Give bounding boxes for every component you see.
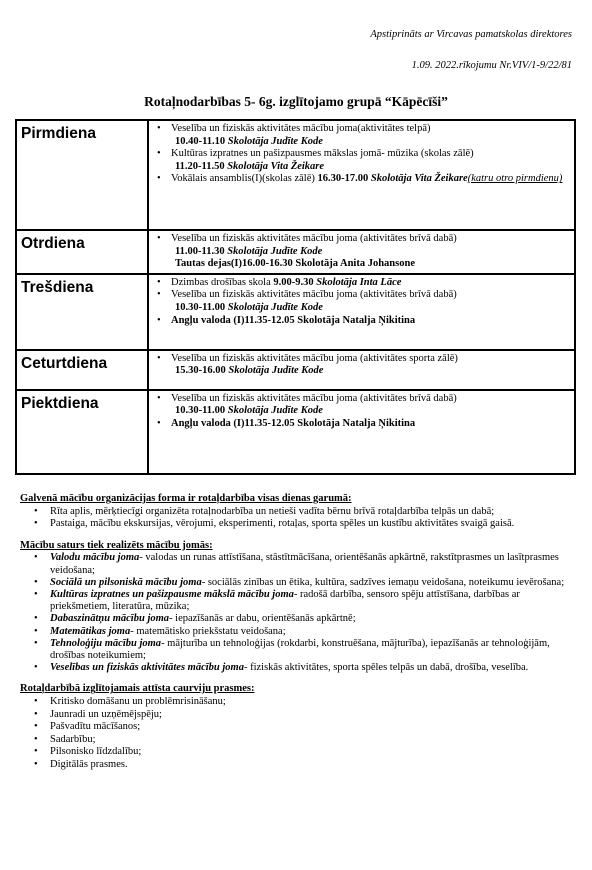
activity-item: [171, 289, 570, 314]
approval-note: [272, 28, 572, 72]
day-name: Trešdiena: [16, 274, 148, 350]
activity-text: Veselība un fiziskās aktivitātes mācību joma (aktivitātes brīvā dabā): [171, 392, 457, 404]
day-name: Ceturtdiena: [16, 350, 148, 390]
activity-details: [171, 161, 570, 174]
learning-area-desc: - matemātisko priekšstatu veidošana;: [130, 625, 286, 637]
activity-extra: Tautas dejas(I)16.00-16.30 Skolotāja Anita Johansone: [175, 258, 415, 270]
activities-cell: [148, 390, 575, 474]
schedule-row: [16, 274, 575, 350]
activities-cell: [148, 230, 575, 274]
activity-note: (katru otro pirmdienu): [467, 173, 563, 185]
learning-area-item: [50, 662, 576, 674]
learning-area-name: Kultūras izpratnes un pašizpausme mākslā mācību joma: [50, 588, 294, 600]
learning-area-item: [50, 626, 576, 638]
activity-text: Veselība un fiziskās aktivitātes mācību joma(aktivitātes telpā): [171, 123, 431, 134]
schedule-row: [16, 230, 575, 274]
activity-item: [171, 123, 570, 148]
forms-list: [20, 506, 576, 531]
activity-item: [171, 353, 570, 378]
approval-line-2: 1.09. 2022.rīkojumu Nr.VIV/1-9/22/81: [411, 60, 572, 71]
list-item: • Pašvadītu mācīšanos;: [50, 721, 576, 734]
learning-area-name: Sociālā un pilsoniskā mācību joma: [50, 576, 202, 588]
day-name: Otrdiena: [16, 230, 148, 274]
activity-teacher: Skolotāja Judīte Kode: [228, 365, 324, 377]
activity-text: Veselība un fiziskās aktivitātes mācību joma (aktivitātes brīvā dabā): [171, 289, 457, 301]
description-section: [20, 493, 576, 772]
activities-cell: [148, 274, 575, 350]
activity-time: 10.40-11.10: [175, 135, 226, 147]
activities-list: [149, 393, 570, 431]
learning-area-name: Tehnoloģiju mācību joma: [50, 637, 162, 649]
learning-area-desc: - mājturība un tehnoloģijas (rokdarbi, konstruēšana, mājturība), iepazīšanās ar tehnoloģijām, drošības noteikumiem;: [50, 637, 550, 661]
activity-text: Dzimbas drošības skola: [171, 276, 271, 288]
activity-text: Vokālais ansamblis(I)(skolas zālē): [171, 173, 315, 185]
activities-list: [149, 353, 570, 378]
schedule-row: [16, 390, 575, 474]
activity-item: [171, 233, 570, 271]
list-item: • Pilsonisko līdzdalību;: [50, 746, 576, 759]
activity-details: [171, 136, 570, 149]
learning-area-item: [50, 577, 576, 589]
learning-area-item: [50, 589, 576, 613]
activity-text: Veselība un fiziskās aktivitātes mācību joma (aktivitātes brīvā dabā): [171, 233, 457, 244]
learning-area-desc: - radošā darbība, sensoro spēju attīstīšana, darbības ar priekšmetiem, literatūra, mūzika;: [50, 588, 520, 613]
activity-details: [171, 246, 570, 259]
activity-details: [171, 302, 570, 315]
learning-area-desc: - iepazīšanās ar dabu, orientēšanās apkārtnē;: [169, 613, 356, 625]
page-title: Rotaļnodarbības 5- 6g. izglītojamo grupā “Kāpēcīši”: [144, 94, 448, 109]
activities-cell: [148, 120, 575, 230]
learning-area-name: Veselības un fiziskās aktivitātes mācību joma: [50, 662, 244, 674]
activity-time: 11.00-11.30: [175, 245, 225, 257]
activity-item: [171, 148, 570, 173]
activity-item: [171, 315, 570, 328]
section-heading-areas: Mācību saturs tiek realizēts mācību jomās:: [20, 539, 213, 551]
activity-teacher: Skolotāja Judīte Kode: [227, 135, 323, 147]
activity-teacher: Skolotāja Judīte Kode: [227, 405, 323, 417]
activity-text: Veselība un fiziskās aktivitātes mācību joma (aktivitātes sporta zālē): [171, 352, 458, 364]
list-item: • Sadarbību;: [50, 734, 576, 747]
activities-cell: [148, 350, 575, 390]
activity-teacher: Skolotāja Vita Žeikare: [370, 173, 468, 185]
day-name: Pirmdiena: [16, 120, 148, 230]
activity-time: 15.30-16.00: [175, 365, 226, 377]
activity-text: Kultūras izpratnes un pašizpausmes mākslas jomā- mūzika (skolas zālē): [171, 148, 474, 160]
activity-teacher: Skolotāja Vita Žeikare: [227, 160, 325, 172]
learning-area-desc: - sociālās zinības un ētika, kultūra, sadzīves iemaņu veidošana, noteikumu ievērošana;: [201, 576, 565, 588]
day-name: Piektdiena: [16, 390, 148, 474]
schedule-table: [15, 119, 576, 475]
section-heading-skills: Rotaļdarbībā izglītojamais attīsta caurviju prasmes:: [20, 683, 255, 695]
activity-text: Angļu valoda (I)11.35-12.05 Skolotāja Natalja Ņikitina: [171, 417, 416, 429]
list-item: • Jaunradi un uzņēmējspēju;: [50, 709, 576, 722]
activity-time: 9.00-9.30: [273, 276, 314, 288]
schedule-row: [16, 350, 575, 390]
areas-list: [20, 552, 576, 674]
learning-area-name: Dabaszinātņu mācību joma: [50, 613, 170, 625]
activities-list: [149, 277, 570, 327]
activity-details: [171, 365, 570, 378]
activity-item: [171, 393, 570, 418]
activity-teacher: Skolotāja Judīte Kode: [227, 245, 323, 257]
learning-area-name: Matemātikas joma: [50, 625, 131, 637]
activity-time: 16.30-17.00: [317, 173, 369, 185]
learning-area-item: [50, 552, 576, 576]
activity-time: 11.20-11.50: [175, 160, 225, 172]
activity-item: [171, 173, 570, 186]
list-item: • Kritisko domāšanu un problēmrisināšanu;: [50, 696, 576, 709]
activity-text: Angļu valoda (I)11.35-12.05 Skolotāja Natalja Ņikitina: [171, 314, 416, 326]
activity-time: 10.30-11.00: [175, 405, 226, 417]
activity-teacher: Skolotāja Judīte Kode: [227, 301, 323, 313]
learning-area-name: Valodu mācību joma: [50, 552, 140, 564]
list-item: • Digitālās prasmes.: [50, 759, 576, 772]
learning-area-desc: - valodas un runas attīstīšana, stāstītmācīšana, orientēšanās apkārtnē, rakstītprasmes un lasītprasmes veidošana;: [50, 552, 559, 576]
list-item: • Pastaiga, mācību ekskursijas, vērojumi, eksperimenti, rotaļas, sporta spēles un kustību aktivitātes svaigā gaisā.: [50, 518, 576, 531]
activities-list: [149, 233, 570, 271]
learning-area-desc: - fiziskās aktivitātes, sporta spēles telpās un dabā, drošība, veselība.: [243, 662, 529, 674]
schedule-row: [16, 120, 575, 230]
activity-item: [171, 277, 570, 290]
section-heading-forms: Galvenā mācību organizācijas forma ir rotaļdarbība visas dienas garumā:: [20, 493, 352, 504]
learning-area-item: [50, 638, 576, 662]
activity-item: [171, 418, 570, 431]
activity-details: [171, 405, 570, 418]
activity-time: 10.30-11.00: [175, 301, 226, 313]
activities-list: [149, 123, 570, 186]
activity-teacher: Skolotāja Inta Lāce: [316, 276, 402, 288]
approval-line-1: Apstiprināts ar Vircavas pamatskolas direktores: [370, 29, 572, 40]
skills-list: [20, 696, 576, 772]
list-item: • Rīta aplis, mērķtiecīgi organizēta rotaļnodarbība un netieši vadīta bērnu brīvā rotaļdarbība telpās un dabā;: [50, 506, 576, 519]
learning-area-item: [50, 613, 576, 625]
